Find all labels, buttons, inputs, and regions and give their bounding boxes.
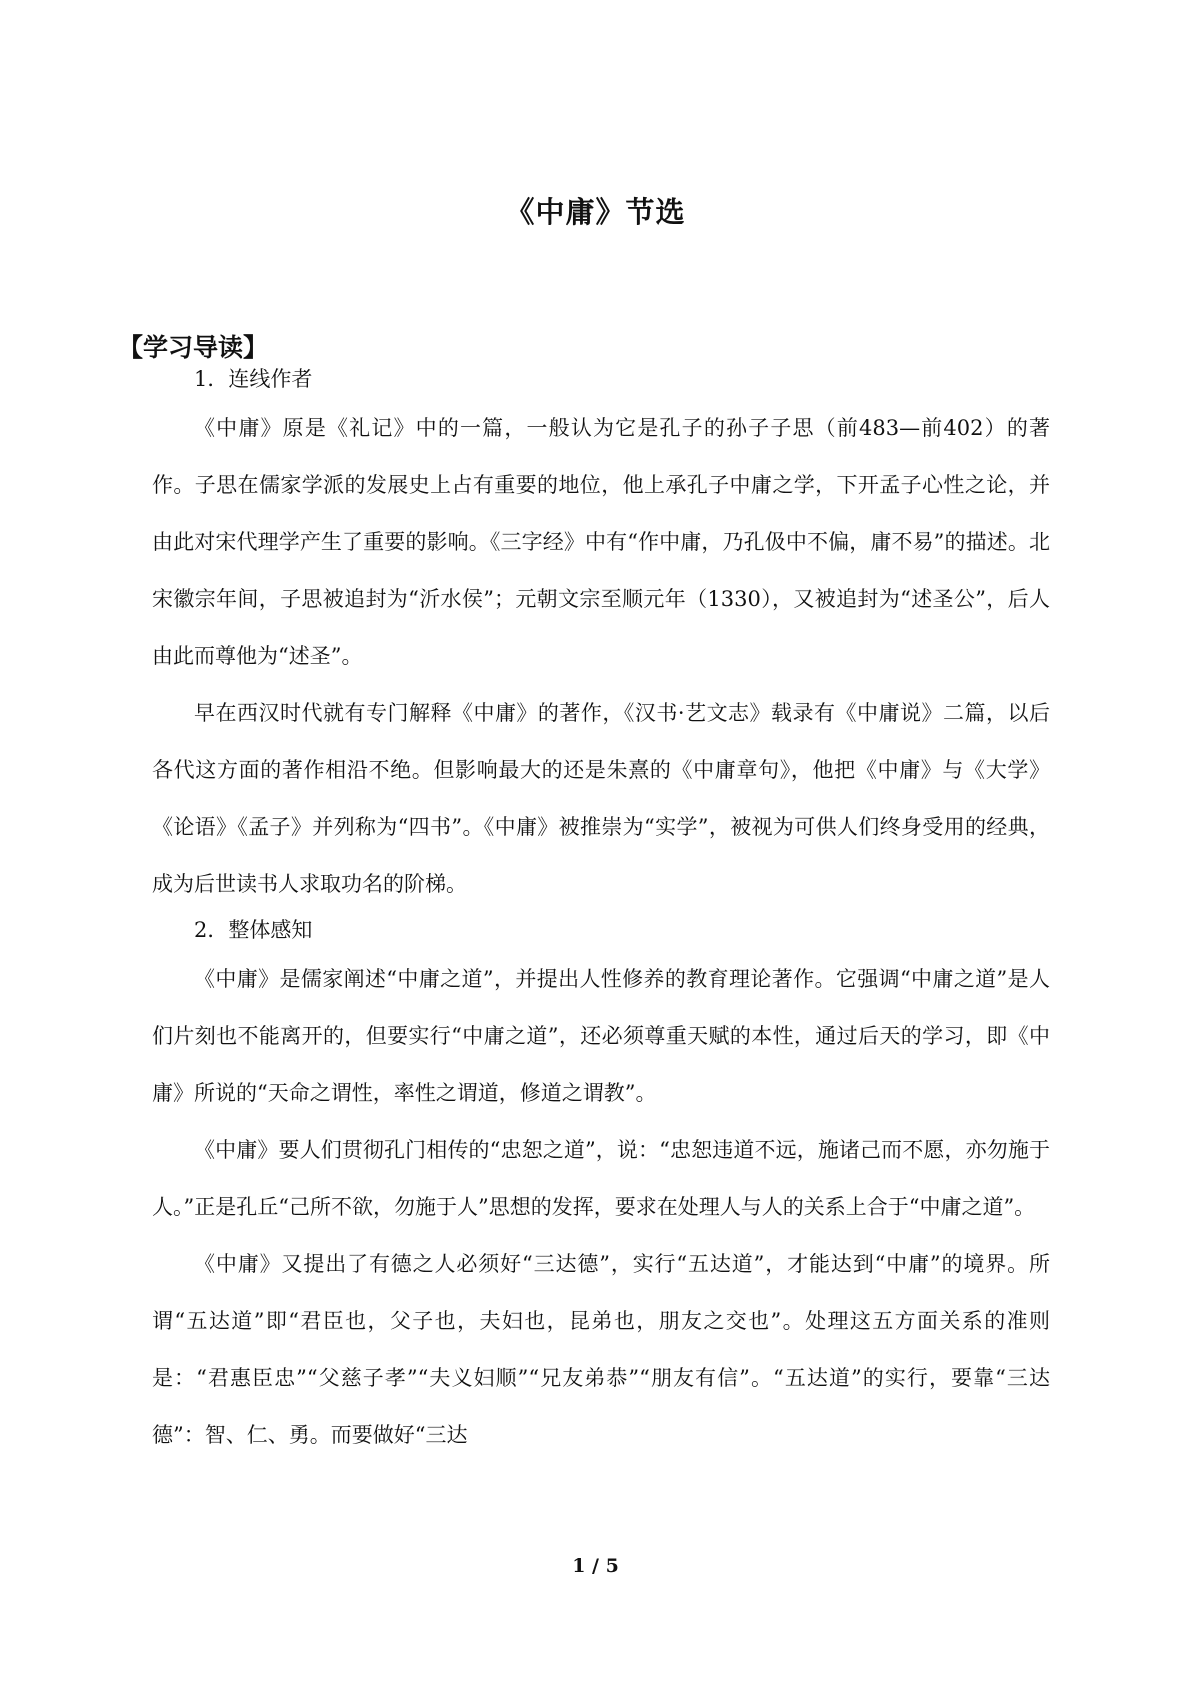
paragraph: 《中庸》原是《礼记》中的一篇，一般认为它是孔子的孙子子思（前483—前402）的著作。子思在儒家学派的发展史上占有重要的地位，他上承孔子中庸之学，下开孟子心性之论，并由此对宋代理学产生了重要的影响。《三字经》中有“作中庸，乃孔伋中不偏，庸不易”的描述。北宋徽宗年间，子思被追封为“沂水侯”；元朝文宗至顺元年（1330），又被追封为“述圣公”，后人由此而尊他为“述圣”。 xyxy=(152,416,1050,668)
paragraph: 早在西汉时代就有专门解释《中庸》的著作，《汉书·艺文志》载录有《中庸说》二篇，以后各代这方面的著作相沿不绝。但影响最大的还是朱熹的《中庸章句》，他把《中庸》与《大学》《论语》《孟子》并列称为“四书”。《中庸》被推崇为“实学”，被视为可供人们终身受用的经典，成为后世读书人求取功名的阶梯。 xyxy=(152,701,1050,896)
list-item-overview: 2．整体感知 xyxy=(194,918,313,942)
document-body xyxy=(152,362,1050,1464)
page-number: 1 / 5 xyxy=(572,1555,619,1577)
paragraph: 《中庸》要人们贯彻孔门相传的“忠恕之道”，说：“忠恕违道不远，施诸己而不愿，亦勿施于人。”正是孔丘“己所不欲，勿施于人”思想的发挥，要求在处理人与人的关系上合于“中庸之道”。 xyxy=(152,1138,1050,1219)
paragraph: 《中庸》又提出了有德之人必须好“三达德”，实行“五达道”，才能达到“中庸”的境界。所谓“五达道”即“君臣也，父子也，夫妇也，昆弟也，朋友之交也”。处理这五方面关系的准则是：“君惠臣忠”“父慈子孝”“夫义妇顺”“兄友弟恭”“朋友有信”。“五达道”的实行，要靠“三达德”：智、仁、勇。而要做好“三达 xyxy=(152,1252,1050,1447)
document-title: 《中庸》节选 xyxy=(505,195,686,229)
list-item-author: 1．连线作者 xyxy=(194,367,313,391)
section-heading: 【学习导读】 xyxy=(118,333,269,362)
paragraph: 《中庸》是儒家阐述“中庸之道”，并提出人性修养的教育理论著作。它强调“中庸之道”是人们片刻也不能离开的，但要实行“中庸之道”，还必须尊重天赋的本性，通过后天的学习，即《中庸》所说的“天命之谓性，率性之谓道，修道之谓教”。 xyxy=(152,967,1050,1105)
